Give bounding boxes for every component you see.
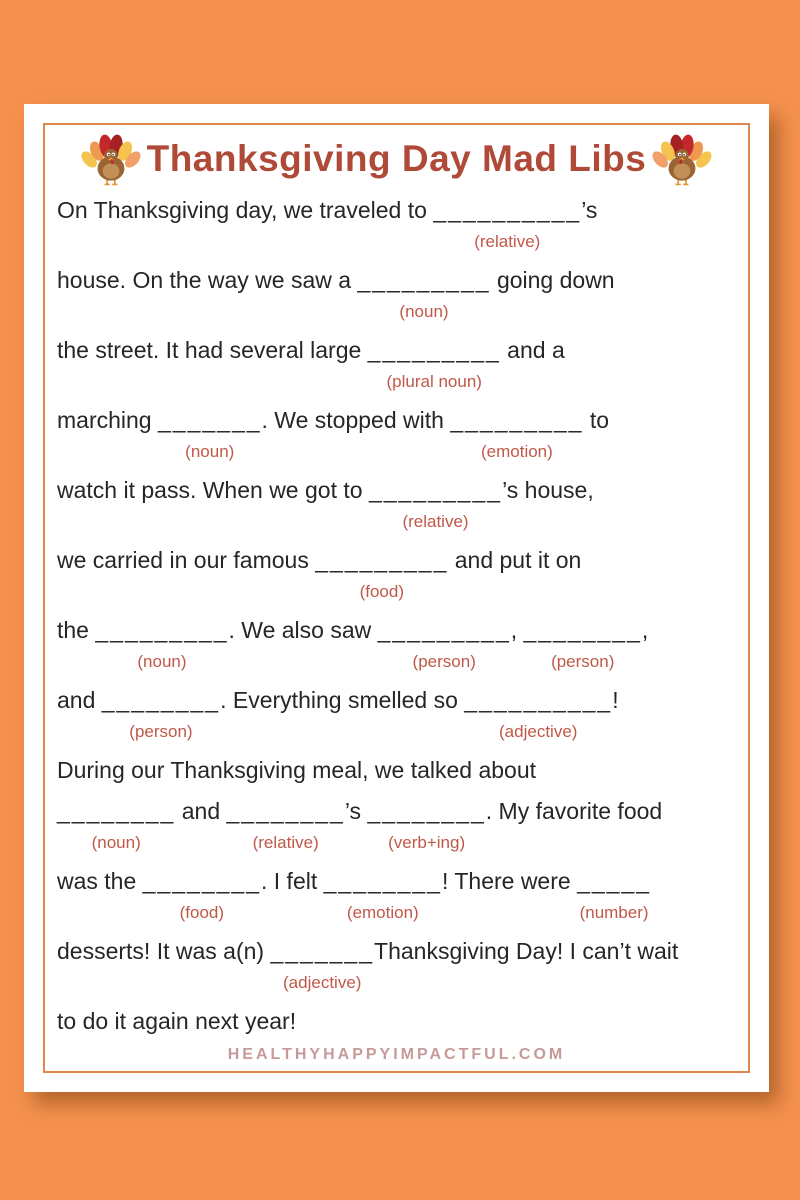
blank-label: (plural noun) <box>386 372 482 391</box>
line-text: ’s <box>344 798 368 824</box>
madlib-line <box>57 545 736 615</box>
blank-adjective: _______ (adjective) <box>270 936 374 966</box>
madlib-line <box>57 265 736 335</box>
line-text: and put it on <box>448 547 582 573</box>
madlib-line <box>57 335 736 405</box>
title-row <box>57 127 736 191</box>
blank-label: (number) <box>579 903 649 922</box>
blank-emotion: ________ (emotion) <box>324 866 442 896</box>
madlib-line <box>57 936 736 1006</box>
line-text: . Everything smelled so <box>220 687 465 713</box>
worksheet-page <box>24 104 769 1092</box>
line-text: . We stopped with <box>261 407 451 433</box>
line-text: going down <box>490 267 615 293</box>
blank-label: (noun) <box>399 302 449 321</box>
line-text: , <box>510 617 524 643</box>
line-text: ’s <box>581 197 598 223</box>
line-text: and a <box>500 337 565 363</box>
blank-label: (adjective) <box>499 722 578 741</box>
blank-number: _____ (number) <box>577 866 651 896</box>
blank-label: (emotion) <box>480 442 553 461</box>
blank-label: (relative) <box>474 232 541 251</box>
blank-emotion: _________ (emotion) <box>450 405 583 435</box>
line-text: was the <box>57 868 143 894</box>
blank-label: (relative) <box>402 512 469 531</box>
madlib-line <box>57 195 736 265</box>
blank-label: (noun) <box>185 442 235 461</box>
blank-label: (person) <box>412 652 476 671</box>
line-text: ’s house, <box>502 477 594 503</box>
blank-food: _________ (food) <box>315 545 448 575</box>
blank-label: (relative) <box>252 833 319 852</box>
blank-noun: _______ (noun) <box>158 405 262 435</box>
turkey-icon <box>650 130 714 189</box>
line-text: marching <box>57 407 158 433</box>
blank-relative: _________ (relative) <box>369 475 502 505</box>
madlib-line <box>57 405 736 475</box>
turkey-icon <box>79 130 143 189</box>
footer-url: HEALTHYHAPPYIMPACTFUL.COM <box>227 1046 566 1063</box>
blank-label: (noun) <box>91 833 141 852</box>
madlib-line <box>57 866 736 936</box>
madlib-line <box>57 755 736 796</box>
blank-label: (noun) <box>137 652 187 671</box>
blank-person: ________ (person) <box>102 685 220 715</box>
blank-label: (food) <box>359 582 405 601</box>
blank-label: (person) <box>129 722 193 741</box>
line-text: . I felt <box>261 868 324 894</box>
blank-person: ________ (person) <box>524 615 642 645</box>
blank-noun: _________ (noun) <box>357 265 490 295</box>
blank-label: (adjective) <box>283 973 362 992</box>
line-text: On Thanksgiving day, we traveled to <box>57 197 434 223</box>
madlib-line <box>57 615 736 685</box>
line-text: desserts! It was a(n) <box>57 938 271 964</box>
blank-label: (emotion) <box>346 903 419 922</box>
line-text: watch it pass. When we got to <box>57 477 369 503</box>
blank-label: (food) <box>179 903 225 922</box>
line-text: the street. It had several large <box>57 337 368 363</box>
line-text: to do it again next year! <box>57 1008 297 1034</box>
line-text: ! <box>612 687 619 713</box>
page-border-frame <box>43 123 750 1073</box>
blank-relative: ________ (relative) <box>227 796 345 826</box>
line-text: During our Thanksgiving meal, we talked about <box>57 757 537 783</box>
blank-adjective: __________ (adjective) <box>464 685 612 715</box>
blank-noun: ________ (noun) <box>57 796 175 826</box>
line-text: and <box>57 687 102 713</box>
madlib-line <box>57 685 736 755</box>
blank-relative: __________ (relative) <box>433 195 581 225</box>
line-text: we carried in our famous <box>57 547 316 573</box>
line-text: house. On the way we saw a <box>57 267 358 293</box>
line-text: the <box>57 617 96 643</box>
page-title: Thanksgiving Day Mad Libs <box>146 138 647 179</box>
line-text: to <box>583 407 610 433</box>
line-text: . We also saw <box>228 617 378 643</box>
madlib-line <box>57 1006 736 1042</box>
blank-label: (person) <box>551 652 615 671</box>
line-text: . My favorite food <box>485 798 663 824</box>
blank-noun: _________ (noun) <box>95 615 228 645</box>
blank-pluralnoun: _________ (plural noun) <box>368 335 501 365</box>
line-text: , <box>641 617 649 643</box>
blank-label: (verb+ing) <box>388 833 466 852</box>
line-text: ! There were <box>441 868 578 894</box>
madlib-body <box>57 195 736 1042</box>
blank-food: ________ (food) <box>143 866 261 896</box>
blank-verbing: ________ (verb+ing) <box>367 796 485 826</box>
line-text: Thanksgiving Day! I can’t wait <box>374 938 679 964</box>
madlib-line <box>57 796 736 866</box>
blank-person: _________ (person) <box>378 615 511 645</box>
madlib-line <box>57 475 736 545</box>
line-text: and <box>175 798 227 824</box>
